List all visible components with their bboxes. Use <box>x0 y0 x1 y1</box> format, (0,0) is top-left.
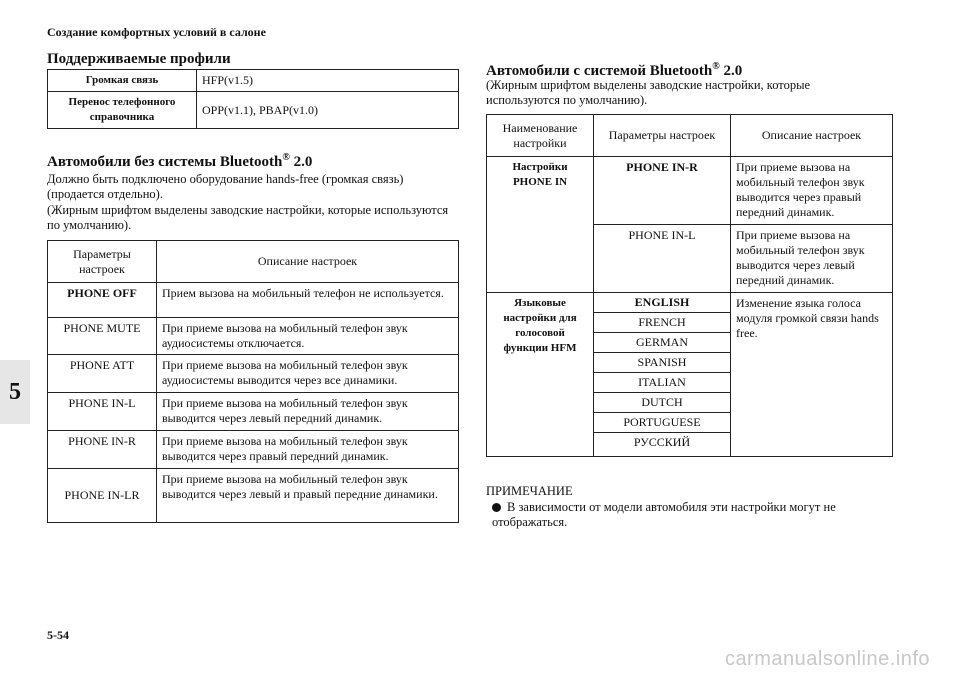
desc-cell: При приеме вызова на мобильный телефон звук выводится через левый и правый передние динамики. <box>157 469 459 523</box>
bt-table <box>486 114 893 457</box>
desc-cell: При приеме вызова на мобильный телефон звук выводится через левый передний динамик. <box>731 225 893 293</box>
no-bt-para1: Должно быть подключено оборудование hands-free (громкая связь) (продается отдельно). <box>47 172 404 201</box>
chapter-tab: 5 <box>0 360 30 424</box>
col-header-desc: Описание настроек <box>731 115 893 157</box>
desc-cell: Прием вызова на мобильный телефон не используется. <box>157 283 459 318</box>
note-item <box>492 500 872 530</box>
table-row <box>48 355 459 393</box>
no-bt-heading: Автомобили без системы Bluetooth® 2.0 <box>47 152 313 170</box>
profile-label: Перенос телефонного справочника <box>48 92 197 129</box>
table-header-row <box>48 241 459 283</box>
table-row <box>48 70 459 92</box>
table-row <box>487 293 893 313</box>
param-cell: PHONE IN-L <box>594 225 731 293</box>
param-cell: PHONE OFF <box>48 283 157 318</box>
language-option: GERMAN <box>594 333 731 353</box>
watermark: carmanualsonline.info <box>724 648 930 670</box>
table-row <box>48 92 459 129</box>
note-title: ПРИМЕЧАНИЕ <box>486 484 573 498</box>
table-row <box>48 393 459 431</box>
group-name-phone-in: Настройки PHONE IN <box>487 157 594 293</box>
bt-para: (Жирным шрифтом выделены заводские настройки, которые используются по умолчанию). <box>486 78 811 107</box>
table-row <box>48 469 459 523</box>
table-row <box>487 157 893 225</box>
param-cell: PHONE MUTE <box>48 318 157 355</box>
profile-value: HFP(v1.5) <box>197 70 459 92</box>
param-cell: PHONE IN-R <box>48 431 157 469</box>
bullet-icon <box>492 503 501 512</box>
profile-value: OPP(v1.1), PBAP(v1.0) <box>197 92 459 129</box>
col-header-name: Наименование настройки <box>487 115 594 157</box>
param-cell: PHONE IN-LR <box>48 469 157 523</box>
table-header-row <box>487 115 893 157</box>
col-header-params: Параметры настроек <box>48 241 157 283</box>
language-option: PORTUGUESE <box>594 413 731 433</box>
no-bt-para2: (Жирным шрифтом выделены заводские настройки, которые используются по умолчанию). <box>47 203 449 232</box>
desc-cell: При приеме вызова на мобильный телефон звук аудиосистемы выводится через все динамики. <box>157 355 459 393</box>
page-number: 5-54 <box>47 628 69 642</box>
profile-label: Громкая связь <box>48 70 197 92</box>
language-option: ITALIAN <box>594 373 731 393</box>
no-bt-table <box>47 240 459 523</box>
bt-heading: Автомобили с системой Bluetooth® 2.0 <box>486 61 743 79</box>
language-option: FRENCH <box>594 313 731 333</box>
language-option: ENGLISH <box>594 293 731 313</box>
desc-cell: При приеме вызова на мобильный телефон звук выводится через правый передний динамик. <box>731 157 893 225</box>
profiles-table <box>47 69 459 129</box>
language-option: РУССКИЙ <box>594 433 731 457</box>
col-header-desc: Описание настроек <box>157 241 459 283</box>
table-row <box>48 431 459 469</box>
table-row <box>48 283 459 318</box>
param-cell: PHONE ATT <box>48 355 157 393</box>
profiles-heading: Поддерживаемые профили <box>47 51 231 67</box>
note-text: В зависимости от модели автомобиля эти настройки могут не отображаться. <box>492 500 836 529</box>
language-option: SPANISH <box>594 353 731 373</box>
table-row <box>48 318 459 355</box>
language-option: DUTCH <box>594 393 731 413</box>
desc-cell: При приеме вызова на мобильный телефон звук выводится через левый передний динамик. <box>157 393 459 431</box>
param-cell: PHONE IN-L <box>48 393 157 431</box>
desc-cell: При приеме вызова на мобильный телефон звук аудиосистемы отключается. <box>157 318 459 355</box>
col-header-params: Параметры настроек <box>594 115 731 157</box>
param-cell: PHONE IN-R <box>594 157 731 225</box>
desc-cell: При приеме вызова на мобильный телефон звук выводится через правый передний динамик. <box>157 431 459 469</box>
running-head: Создание комфортных условий в салоне <box>47 25 266 39</box>
group-name-hfm-language: Языковые настройки для голосовой функции HFM <box>487 293 594 457</box>
desc-cell: Изменение языка голоса модуля громкой связи hands free. <box>731 293 893 457</box>
